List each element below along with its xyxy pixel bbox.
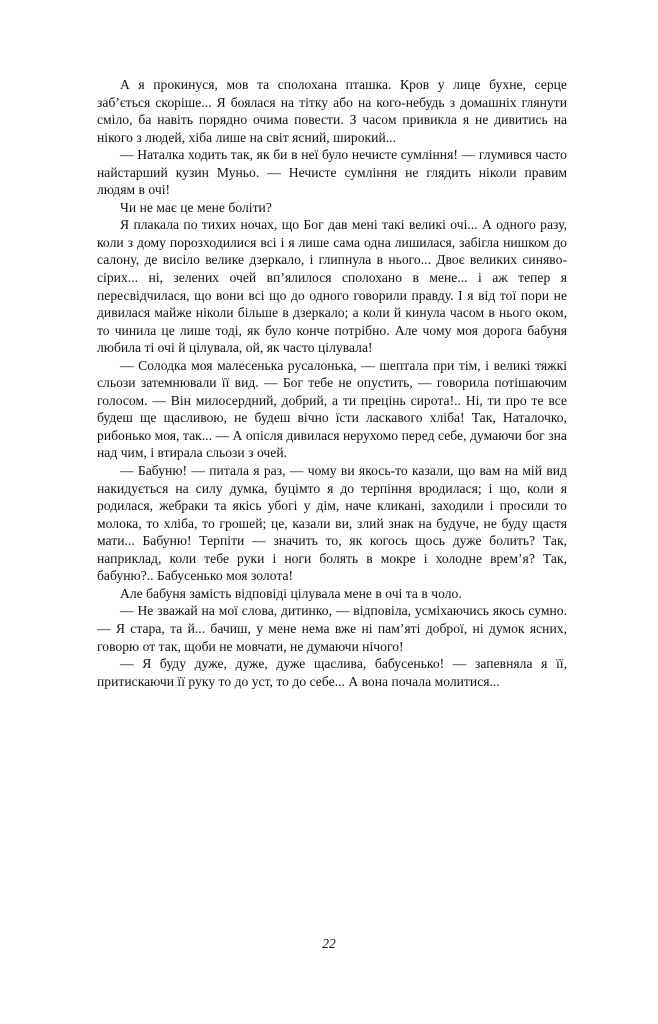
paragraph: — Не зважай на мої слова, дитинко, — відповіла, усміхаючись якось сумно. — Я стара, та й... бачиш, у мене нема вже ні пам’яті доброї, ні думок ясних, говорю от так, щоби не мовчати, не думаючи нічого!: [97, 603, 567, 654]
paragraph: Я плакала по тихих ночах, що Бог дав мені такі великі очі... А одного разу, коли з дому порозходилися всі і я лише сама одна лишилася, забігла нишком до салону, де висіло велике дзеркало, і глипнула в нього... Двоє великих синяво-сірих... ні, зелених очей вп’ялилося сполохано в мене... і аж тепер я пересвідчилася, що вони всі що до одного говорили правду. І я від тої пори не дивилася майже ніколи більше в дзеркало; а коли й кинула часом в нього оком, то чинила це лише тоді, як було конче потрібно. Але чому моя дорога бабуня любила ті очі й цілувала, ой, як часто цілувала!: [97, 217, 567, 356]
paragraph: Але бабуня замість відповіді цілувала мене в очі та в чоло.: [120, 585, 462, 601]
page-text-block: [97, 76, 567, 690]
paragraph: — Я буду дуже, дуже, дуже щаслива, бабусенько! — запевняла я її, притискаючи її руку то до уст, то до себе... А вона почала молитися...: [97, 656, 567, 689]
page-number: 22: [322, 936, 336, 951]
paragraph: — Наталка ходить так, як би в неї було нечисте сумління! — глумився часто найстарший кузин Муньо. — Нечисте сумління не глядить ніколи правим людям в очі!: [97, 147, 567, 198]
paragraph: А я прокинуся, мов та сполохана пташка. Кров у лице бухне, серце заб’ється скоріше... Я боялася на тітку або на кого-небудь з домашніх глянути сміло, ба навіть порядно очима повести. З часом привикла я не дивитись на нікого з людей, хіба лише на світ ясний, широкий...: [97, 77, 567, 145]
paragraph: — Бабуню! — питала я раз, — чому ви якось-то казали, що вам на мій вид накидується на силу думка, буцімто я до терпіння вродилася; і що, коли я родилася, жебраки та якісь убогі у дім, наче кликані, заходили і просили то молока, то хліба, то грошей; це, казали ви, злий знак на будуче, не буду щастя мати... Бабуню! Терпіти — значить то, як когось щось дуже болить? Так, наприклад, коли тебе руки і ноги болять в мокре і холодне врем’я? Так, бабуню?.. Бабусенько моя золота!: [97, 463, 567, 584]
paragraph: — Солодка моя малесенька русалонька, — шептала при тім, і великі тяжкі сльози затемнювали її вид. — Бог тебе не опустить, — говорила потішаючим голосом. — Він милосердний, добрий, а ти прецінь сирота!.. Ні, ти про те все будеш ще щасливою, не будеш вічно їсти ласкавого хліба! Так, Наталочко, рибонько моя, так... — А опісля дивилася нерухомо перед себе, думаючи бог зна над чим, і втирала сльози з очей.: [97, 357, 567, 461]
paragraph: Чи не має це мене боліти?: [120, 199, 272, 215]
